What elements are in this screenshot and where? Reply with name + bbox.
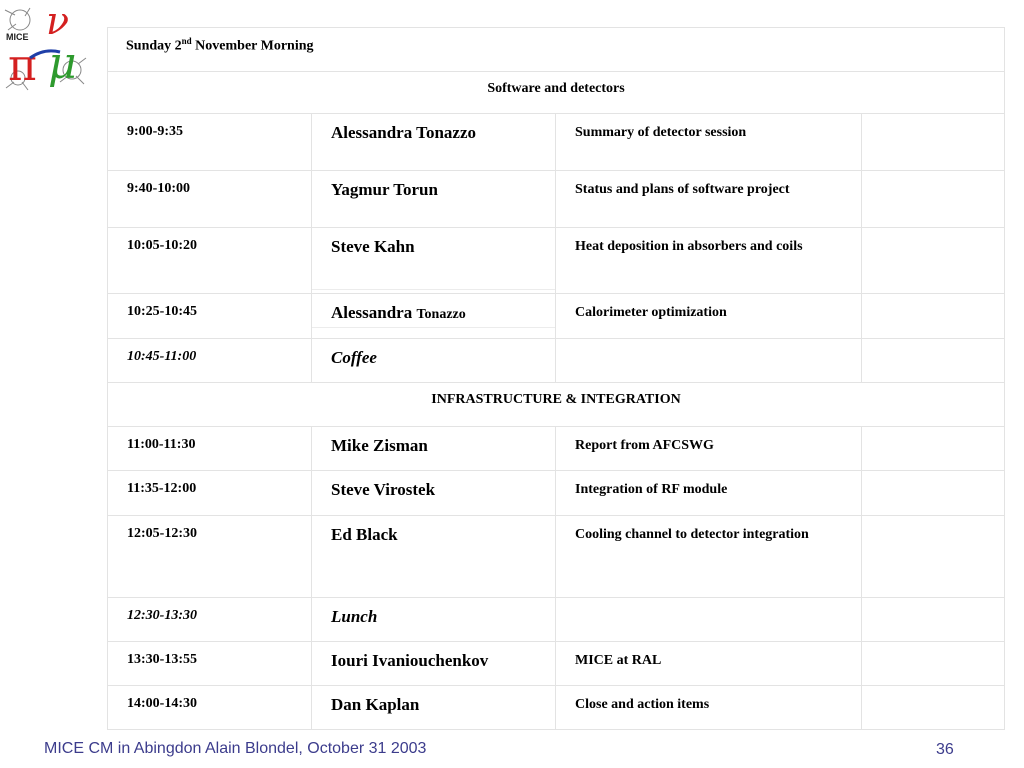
- empty-cell: [862, 686, 1005, 730]
- empty-cell: [862, 598, 1005, 642]
- table-row: [108, 516, 1005, 598]
- title-cell: Report from AFCSWG: [556, 427, 862, 471]
- time-cell: 10:05-10:20: [108, 228, 312, 294]
- mice-logo: [0, 0, 96, 96]
- speaker-cell: [312, 294, 556, 339]
- table-row: [108, 171, 1005, 228]
- title-cell: Close and action items: [556, 686, 862, 730]
- title-cell: Calorimeter optimization: [556, 294, 862, 339]
- cell-divider: [312, 289, 556, 290]
- nu-symbol: ν: [46, 0, 70, 43]
- empty-cell: [862, 339, 1005, 383]
- time-cell: 10:25-10:45: [108, 294, 312, 339]
- time-cell: 13:30-13:55: [108, 642, 312, 686]
- title-cell: [556, 598, 862, 642]
- speaker-cell: Dan Kaplan: [312, 686, 556, 730]
- empty-cell: [862, 642, 1005, 686]
- speaker-cell: Ed Black: [312, 516, 556, 598]
- empty-cell: [862, 294, 1005, 339]
- section-row: [108, 72, 1005, 114]
- time-cell: 10:45-11:00: [108, 339, 312, 383]
- time-cell: 9:00-9:35: [108, 114, 312, 171]
- logo-label: MICE: [6, 32, 29, 42]
- empty-cell: [862, 228, 1005, 294]
- time-cell: 11:35-12:00: [108, 471, 312, 516]
- page-number: 36: [936, 741, 954, 758]
- empty-cell: [862, 171, 1005, 228]
- title-cell: [556, 339, 862, 383]
- time-cell: 9:40-10:00: [108, 171, 312, 228]
- cell-divider: [312, 327, 556, 328]
- title-cell: Integration of RF module: [556, 471, 862, 516]
- table-row: [108, 114, 1005, 171]
- mu-symbol: μ: [48, 38, 77, 89]
- time-cell: 12:30-13:30: [108, 598, 312, 642]
- footer-text: MICE CM in Abingdon Alain Blondel, October 31 2003: [44, 740, 427, 757]
- speaker-cell: [312, 228, 556, 294]
- speaker-cell: Mike Zisman: [312, 427, 556, 471]
- empty-cell: [862, 516, 1005, 598]
- table-row: [108, 471, 1005, 516]
- schedule-table: [107, 27, 1005, 730]
- speaker-name: Alessandra Tonazzo: [331, 303, 466, 322]
- table-row: [108, 339, 1005, 383]
- table-row: [108, 642, 1005, 686]
- speaker-name: Steve Kahn: [331, 237, 415, 256]
- pi-symbol: π: [8, 40, 37, 91]
- table-row: [108, 294, 1005, 339]
- table-row: [108, 686, 1005, 730]
- empty-cell: [862, 427, 1005, 471]
- speaker-cell: Iouri Ivaniouchenkov: [312, 642, 556, 686]
- time-cell: 11:00-11:30: [108, 427, 312, 471]
- table-row: [108, 427, 1005, 471]
- section-title: Software and detectors: [108, 72, 1005, 114]
- empty-cell: [862, 471, 1005, 516]
- speaker-cell: Alessandra Tonazzo: [312, 114, 556, 171]
- section-row: [108, 383, 1005, 427]
- speaker-cell: Yagmur Torun: [312, 171, 556, 228]
- day-header: Sunday 2nd November Morning: [108, 28, 1005, 72]
- speaker-cell: Lunch: [312, 598, 556, 642]
- day-header-row: [108, 28, 1005, 72]
- title-cell: Status and plans of software project: [556, 171, 862, 228]
- time-cell: 12:05-12:30: [108, 516, 312, 598]
- table-row: [108, 598, 1005, 642]
- title-cell: MICE at RAL: [556, 642, 862, 686]
- title-cell: Heat deposition in absorbers and coils: [556, 228, 862, 294]
- empty-cell: [862, 114, 1005, 171]
- section-title: INFRASTRUCTURE & INTEGRATION: [108, 383, 1005, 427]
- time-cell: 14:00-14:30: [108, 686, 312, 730]
- title-cell: Cooling channel to detector integration: [556, 516, 862, 598]
- speaker-cell: Steve Virostek: [312, 471, 556, 516]
- speaker-cell: Coffee: [312, 339, 556, 383]
- table-row: [108, 228, 1005, 294]
- title-cell: Summary of detector session: [556, 114, 862, 171]
